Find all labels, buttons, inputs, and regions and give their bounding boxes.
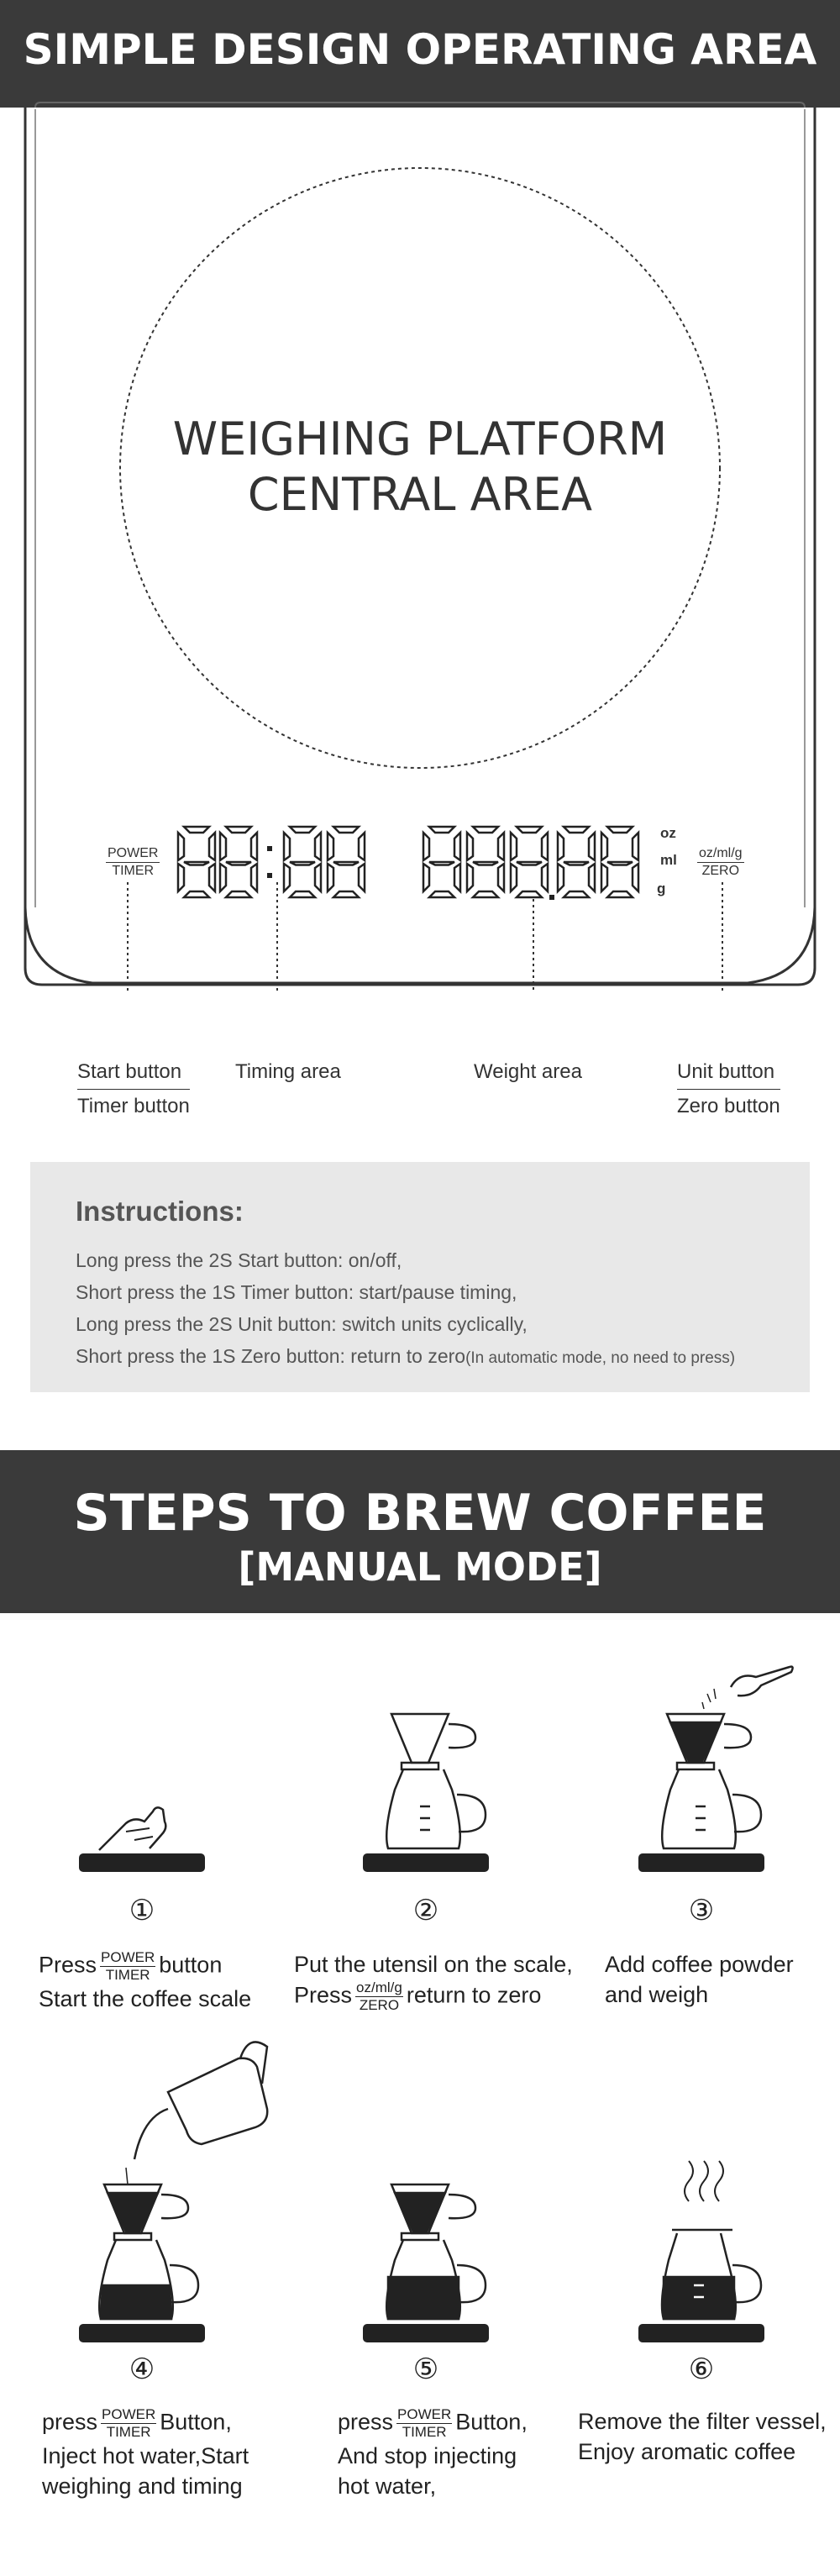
frac-top: oz/ml/g xyxy=(356,1979,402,1995)
step1-illustration xyxy=(79,1807,205,1872)
timer-label: TIMER xyxy=(112,864,155,878)
step5-line3: hot water, xyxy=(338,2473,437,2499)
step4-illustration xyxy=(79,2042,267,2342)
frac-top: POWER xyxy=(102,2406,156,2422)
weight-digit xyxy=(467,827,504,897)
power-timer-inline xyxy=(396,2406,452,2441)
step6-illustration xyxy=(638,2161,764,2342)
unit-label: oz/ml/g xyxy=(697,845,744,863)
start-timer-callout xyxy=(77,1060,190,1118)
step2-line1: Put the utensil on the scale, xyxy=(294,1952,573,1977)
instruction-line: Long press the 2S Start button: on/off, xyxy=(76,1249,402,1271)
power-timer-inline xyxy=(101,2406,156,2441)
step2-number: ② xyxy=(412,1894,439,1927)
step6-line2: Enjoy aromatic coffee xyxy=(578,2439,796,2464)
step6-text xyxy=(578,2406,827,2467)
step1-text xyxy=(39,1949,251,2014)
timer-colon xyxy=(267,873,272,878)
step-illustrations xyxy=(0,1664,840,2386)
step1-post: button xyxy=(159,1952,223,1978)
weight-digit xyxy=(601,827,638,897)
unit-zero-inline xyxy=(355,1979,403,2014)
platform-label xyxy=(126,412,714,523)
step3-line2: and weigh xyxy=(605,1982,709,2007)
step5-pre: press xyxy=(338,2409,394,2435)
scale-front-edge xyxy=(25,907,815,983)
unit-oz: oz xyxy=(660,825,676,841)
zero-label: ZERO xyxy=(701,864,740,878)
step5-number: ⑤ xyxy=(412,2353,439,2386)
unit-zero-callout xyxy=(677,1060,780,1118)
step1-line2: Start the coffee scale xyxy=(39,1986,252,2011)
weight-decimal xyxy=(549,895,554,900)
step2-text xyxy=(294,1949,573,2014)
zero-button-label: Zero button xyxy=(677,1095,780,1117)
timer-digit xyxy=(328,827,365,897)
instruction-line: Long press the 2S Unit button: switch units cyclically, xyxy=(76,1313,528,1335)
step3-number: ③ xyxy=(688,1894,715,1927)
steps-banner-title: STEPS TO BREW COFFEE xyxy=(73,1484,767,1543)
power-label: POWER xyxy=(106,845,160,863)
instructions-panel xyxy=(30,1162,810,1392)
timer-digit xyxy=(220,827,257,897)
platform-label-line2: CENTRAL AREA xyxy=(247,468,593,521)
timer-digit xyxy=(284,827,321,897)
unit-button-label: Unit button xyxy=(677,1060,780,1090)
unit-g: g xyxy=(657,881,666,896)
step5-text xyxy=(338,2406,528,2501)
top-banner xyxy=(0,0,840,108)
platform-label-line1: WEIGHING PLATFORM xyxy=(172,413,668,465)
step2-illustration xyxy=(363,1714,489,1872)
weight-area-label: Weight area xyxy=(474,1060,582,1083)
frac-bottom: TIMER xyxy=(105,1967,150,1983)
step5-illustration xyxy=(363,2184,489,2342)
instructions-title: Instructions: xyxy=(76,1196,244,1227)
frac-bottom: TIMER xyxy=(106,2424,151,2440)
step4-pre: press xyxy=(42,2409,98,2435)
timer-button-label: Timer button xyxy=(77,1095,190,1117)
step1-number: ① xyxy=(129,1894,155,1927)
weight-digit xyxy=(558,827,595,897)
frac-top: POWER xyxy=(397,2406,452,2422)
step4-text xyxy=(42,2406,249,2501)
step6-line1: Remove the filter vessel, xyxy=(578,2409,827,2434)
step1-pre: Press xyxy=(39,1952,97,1978)
timer-colon xyxy=(267,846,272,851)
unit-zero-button[interactable] xyxy=(697,845,744,880)
step3-line1: Add coffee powder xyxy=(605,1952,794,1977)
step4-line3: weighing and timing xyxy=(42,2473,243,2499)
instruction-line xyxy=(76,1345,735,1368)
timing-area-label: Timing area xyxy=(235,1060,341,1083)
start-button-label: Start button xyxy=(77,1060,190,1090)
step4-line2: Inject hot water,Start xyxy=(42,2443,249,2468)
step3-text xyxy=(605,1949,794,2010)
frac-bottom: TIMER xyxy=(402,2424,447,2440)
weight-digit xyxy=(511,827,548,897)
step6-number: ⑥ xyxy=(688,2353,715,2386)
instruction-line-text: Short press the 1S Zero button: return to zero xyxy=(76,1345,466,1367)
steps-banner xyxy=(0,1450,840,1613)
step5-post: Button, xyxy=(455,2409,528,2435)
frac-top: POWER xyxy=(101,1949,155,1965)
power-timer-button[interactable] xyxy=(106,845,160,880)
step4-post: Button, xyxy=(160,2409,232,2435)
instruction-note: (In automatic mode, no need to press) xyxy=(465,1349,736,1367)
instruction-line: Short press the 1S Timer button: start/pause timing, xyxy=(76,1281,517,1303)
step4-number: ④ xyxy=(129,2353,155,2386)
frac-bottom: ZERO xyxy=(359,1997,400,2013)
unit-ml: ml xyxy=(660,852,677,868)
step2-post: return to zero xyxy=(406,1982,542,2008)
step5-line2: And stop injecting xyxy=(338,2443,517,2468)
top-banner-title: SIMPLE DESIGN OPERATING AREA xyxy=(23,25,817,74)
step2-pre: Press xyxy=(294,1982,353,2008)
timer-digit xyxy=(178,827,215,897)
weight-digit xyxy=(423,827,460,897)
step3-illustration xyxy=(638,1667,793,1872)
power-timer-inline xyxy=(100,1949,155,1984)
steps-banner-subtitle: [MANUAL MODE] xyxy=(238,1544,602,1590)
